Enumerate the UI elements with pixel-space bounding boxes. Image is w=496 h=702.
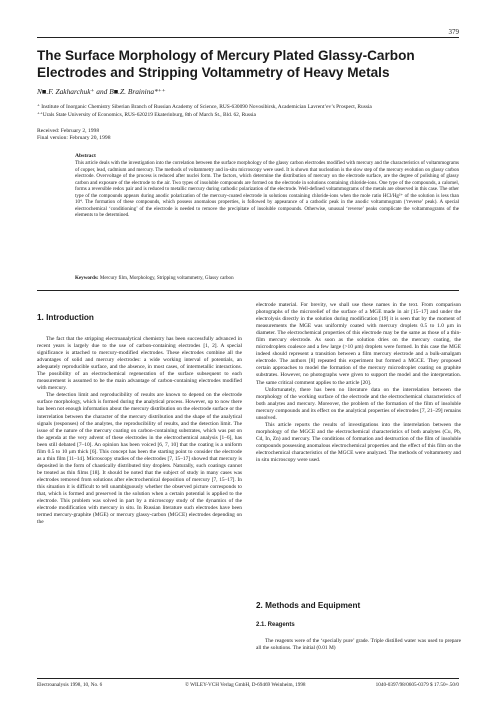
footer-code: 1040-0397/98/0605-0379 $ 17.50+.50/0: [375, 682, 459, 688]
article-title: The Surface Morphology of Mercury Plated Glassy-Carbon Electrodes and Stripping Voltammetry of Heavy Metals: [37, 48, 415, 80]
right-column: [256, 302, 461, 464]
intro-paragraph-5: This article reports the results of investigations into the interrelation between the morphology of the MGCE and the electrochemical characteristics of both analytes (Cu, Pb, Cd, In, Zn) and mercury. The conditions of formation and destruction of the film of insoluble compounds possessing anomalous electrochemical properties and the effect of this film on the electrochemical characteristics of the MGCE were analyzed. The methods of voltammetry and in situ microscopy were used.: [256, 421, 461, 464]
final-version-date: Final version: February 20, 1998: [37, 135, 111, 141]
intro-paragraph-2: The detection limit and reproducibility of results are known to depend on the electrode surface morphology, which is formed during the analytical process. However, up to now there has been not enough information about the mercury distribution on the electrode surface or the interrelation between the character of the mercury distribution and the shape of the analytical signals (responses) of the analytes, the reproducibility of results, and the detection limit. The issue of the nature of the mercury coating on carbon-containing substrates, which was put on the agenda at the very advent of these electrodes in the electrochemical analysis [1–6], has been still debated [7–10]. An opinion has been voiced [6, 7, 10] that the coating is a uniform film 0.5 to 10 μm thick [6]. This concept has been the starting point to consider the electrode as a thin film [11–14]. Microscopy studies of the electrodes [7, 15–17] showed that mercury is deposited in the form of chaotically distributed tiny droplets. Naturally, such coatings cannot be treated as thin films [18]. It should be noted that the subject of study in many cases was electrodes removed from solutions after electrochemical deposition of mercury [7, 15–17]. In this situation it is difficult to tell unambiguously whether the observed picture corresponds to that, which is formed and preserved in the solution when a certain potential is applied to the electrode. This problem was solved in part by a microscopy study of the dynamics of the electrode modification with mercury in situ. In Russian literature such electrodes have been termed mercury-graphite (MGE) or mercury glassy-carbon (MGCE) electrodes depending on the: [37, 392, 242, 526]
header-rule: [37, 37, 459, 38]
methods-heading: 2. Methods and Equipment: [256, 601, 361, 610]
abstract-rule: [37, 290, 459, 291]
keywords-list: Mercury film, Morphology, Stripping voltammetry, Glassy carbon: [99, 275, 234, 281]
footer-publisher: © WILEY-VCH Verlag GmbH, D-69469 Weinheim, 1998: [185, 682, 306, 688]
received-dates: [37, 128, 111, 142]
intro-paragraph-3: electrode material. For brevity, we shall use these names in the text. From comparison photographs of the microrelief of the surface of a MGE made in air [15–17] and under the electrolysis directly in the solution during modification [19] it is seen that by the moment of measurements the MGE was uniformly coated with mercury droplets 0.5 to 1.0 μm in diameter. The electrochemical properties of this electrode may be the same as those of a thin-film mercury electrode. As soon as the solution dries on the mercury coating, the microdroplets coalesce and a few large (>10 μm) droplets were formed. In this case the MGE indeed should represent a transition between a film mercury electrode and a bulk-amalgam electrode. The authors [8] repeated this experiment but formed a MGCE. They proposed certain approaches to model the formation of the mercury microdroplet coating on graphite substrates. However, no photographs were given to support the model and the interpretation. The same critical comment applies to the article [20].: [256, 302, 461, 386]
footer-journal: Electroanalysis 1998, 10, No. 6: [37, 682, 103, 688]
footer-rule: [37, 678, 459, 679]
left-column: [37, 336, 242, 526]
keywords-line: [75, 275, 459, 281]
reagents-text: The reagents were of the ‘specially pure’ grade. Triple distilled water was used to prepare all the solutions. The initial (0.01 M): [256, 638, 461, 652]
reagents-paragraph: [256, 638, 461, 652]
affiliation-1: ⁺ Institute of Inorganic Chemistry Siberian Branch of Russian Academy of Science, RUS-630090 Novosibirsk, Academician Lavrent’ev’s Prospect, Russia: [37, 104, 372, 110]
intro-paragraph-1: The fact that the stripping electroanalytical chemistry has been successfully advanced in recent years is largely due to the use of carbon-containing electrodes [1, 2]. A special significance is attached to mercury-modified electrodes. These electrodes combine all the advantages of solid and mercury electrodes: a wide working interval of potentials, an adequately reproducible surface, and the absence, in most cases, of intermetallic interactions. The possibility of an electrochemical regeneration of the surface subsequent to each measurement is assumed to be the main advantage of carbon-containing electrodes modified with mercury.: [37, 336, 242, 392]
affiliation-2: ⁺⁺Urals State University of Economics, RUS-620219 Ekaterinburg, 8th of March St., Bld. 62, Russia: [37, 112, 256, 118]
reagents-heading: 2.1. Reagents: [256, 622, 295, 628]
received-date: Received: February 2, 1998: [37, 128, 100, 134]
page-number: 379: [448, 28, 459, 36]
abstract-body: This article deals with the investigation into the correlation between the surface morphology of the glassy carbon electrodes modified with mercury and the characteristics of voltammograms of copper, lead, cadmium and mercury. The methods of voltammetry and in-situ microscopy were used. It is shown that nucleation is the slow step of the mercury evolution on glassy carbon electrode. Overvoltage of the process is reduced after nuclei form. The factors, which determine the distribution of mercury on the electrode surface, are the degree of polishing of glassy carbon and exposure of the electrode to the air. Two types of insoluble compounds are formed on the electrode in solutions containing chloride-ions. One type of the compounds, a calomel, forms a reversible redox pair and is reduced to metallic mercury during cathodic polarization of the electrode. Well-defined voltammograms of the metals are observed in this case. The other type of the compounds appears during anodic polarization of the mercury-coated electrode in solutions containing chloride-ions when the mole ratio HCl/Hg²⁺ of the solution is less than 10⁴. The formation of these compounds, which possess anomalous properties, is followed by appearance of a cathodic peak in the anodic voltammogram (‘reverse’ peak). A special electrochemical ‘conditioning’ of the electrode is needed to remove the precipitate of insoluble compounds. Otherwise, unusual ‘reverse’ peaks complicate the voltammograms of the elements to be determined.: [75, 160, 459, 219]
intro-heading: 1. Introduction: [37, 313, 94, 322]
intro-paragraph-4: Unfortunately, there has been no literature data on the interrelation between the morphology of the working surface of the electrode and the electrochemical characteristics of both analytes and mercury. Moreover, the problem of the formation of the film of insoluble mercury compounds and its effect on the analytical properties of electrodes [7, 21–29] remains unsolved.: [256, 386, 461, 421]
author-line: N■.F. Zakharchuk⁺ and B■.Z. Brainina*⁺⁺: [37, 87, 166, 96]
keywords-label: Keywords:: [75, 275, 99, 281]
abstract-heading: Abstract: [75, 153, 96, 159]
